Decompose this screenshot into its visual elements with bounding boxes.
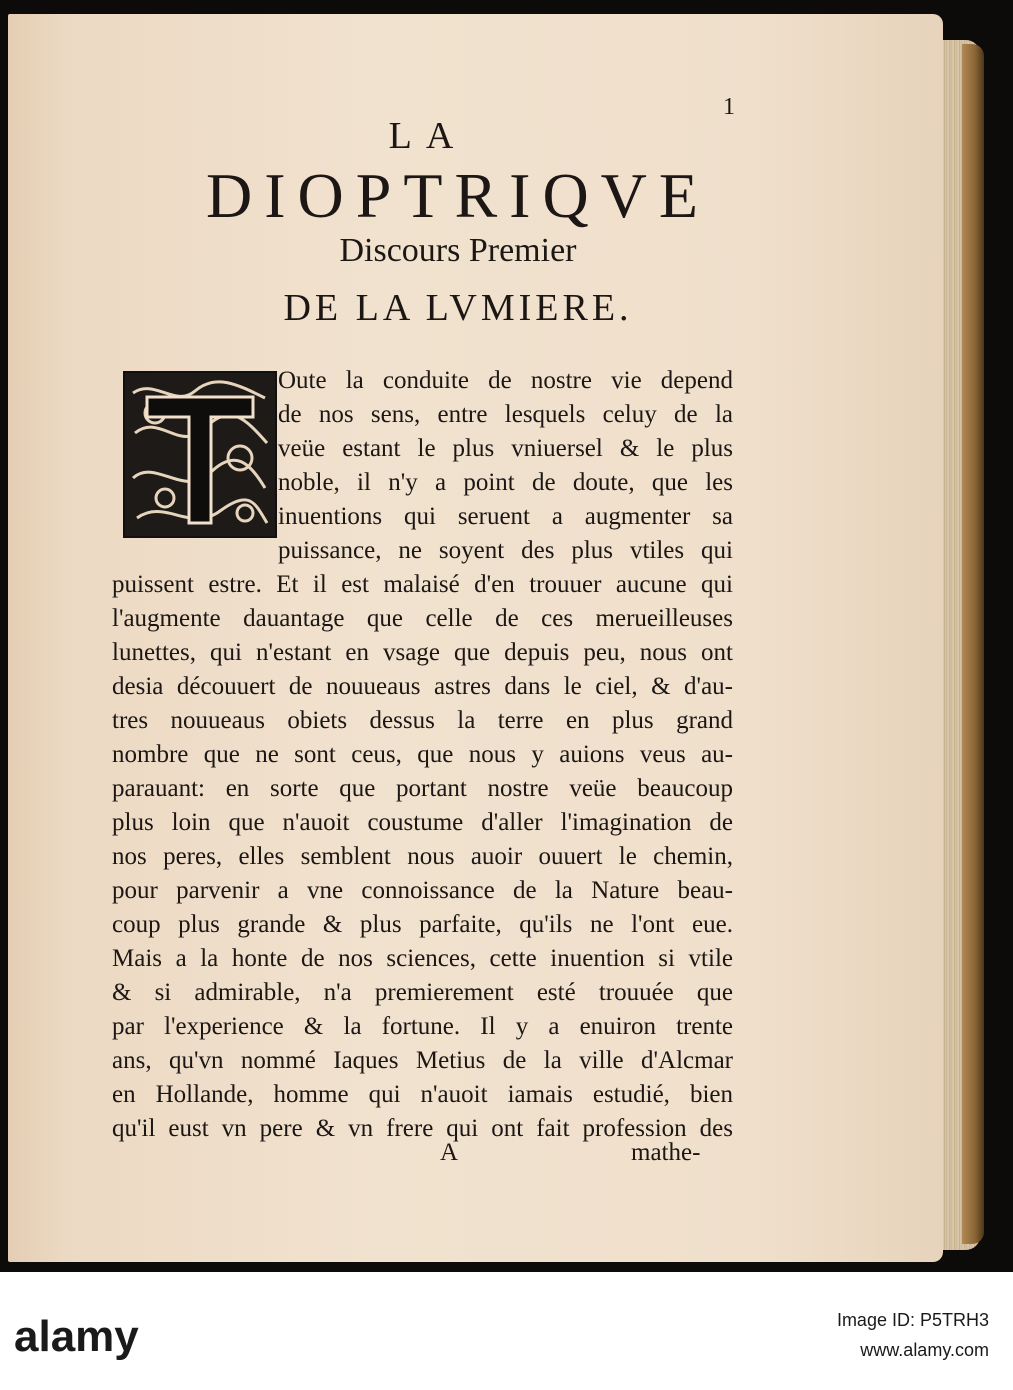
text-line: nos peres, elles semblent nous auoir ouuert le chemin, <box>112 843 733 870</box>
page-subtitle: Discours Premier <box>339 232 577 269</box>
text-line: qu'il eust vn pere & vn frere qui ont fait profession des <box>112 1115 733 1142</box>
text-line: en Hollande, homme qui n'auoit iamais estudié, bien <box>112 1081 733 1108</box>
text-line: par l'experience & la fortune. Il y a enuiron trente <box>112 1013 733 1040</box>
text-line: ans, qu'vn nommé Iaques Metius de la ville d'Alcmar <box>112 1047 733 1074</box>
decorated-initial <box>123 371 277 538</box>
header-article: LA <box>388 115 468 157</box>
book-page <box>8 14 943 1262</box>
text-line: nombre que ne sont ceus, que nous y auions veus au- <box>112 741 733 768</box>
page-number: 1 <box>723 94 735 120</box>
text-line: coup plus grande & plus parfaite, qu'ils ne l'ont eue. <box>112 911 733 938</box>
text-line: noble, il n'y a point de doute, que les <box>278 469 733 496</box>
text-line: veüe estant le plus vniuersel & le plus <box>278 435 733 462</box>
image-id: Image ID: P5TRH3 <box>836 1310 989 1330</box>
woodcut-initial-icon <box>125 373 275 536</box>
text-line: puissance, ne soyent des plus vtiles qui <box>278 537 733 564</box>
page-title: DIOPTRIQVE <box>206 160 710 231</box>
catchword: mathe- <box>631 1139 701 1166</box>
text-line: inuentions qui seruent a augmenter sa <box>278 503 733 530</box>
alamy-logo: alamy <box>14 1312 139 1361</box>
text-line: lunettes, qui n'estant en vsage que depuis peu, nous ont <box>112 639 733 666</box>
book-spine <box>962 44 984 1244</box>
text-line: & si admirable, n'a premierement esté trouuée que <box>112 979 733 1006</box>
text-line: plus loin que n'auoit coustume d'aller l'imagination de <box>112 809 733 836</box>
text-line: l'augmente dauantage que celle de ces merueilleuses <box>112 605 733 632</box>
text-line: puissent estre. Et il est malaisé d'en trouuer aucune qui <box>112 571 733 598</box>
text-line: pour parvenir a vne connoissance de la Nature beau- <box>112 877 733 904</box>
text-line: parauant: en sorte que portant nostre veüe beaucoup <box>112 775 733 802</box>
text-line: de nos sens, entre lesquels celuy de la <box>278 401 733 428</box>
text-line: Mais a la honte de nos sciences, cette inuention si vtile <box>112 945 733 972</box>
stock-footer <box>0 1272 1013 1390</box>
signature-mark: A <box>440 1139 459 1166</box>
chapter-title: DE LA LVMIERE. <box>283 287 633 329</box>
text-line: tres nouueaus obiets dessus la terre en plus grand <box>112 707 733 734</box>
image-url: www.alamy.com <box>860 1340 989 1360</box>
text-line: Oute la conduite de nostre vie depend <box>278 367 733 394</box>
text-line: desia découuert de nouueaus astres dans le ciel, & d'au- <box>112 673 733 700</box>
